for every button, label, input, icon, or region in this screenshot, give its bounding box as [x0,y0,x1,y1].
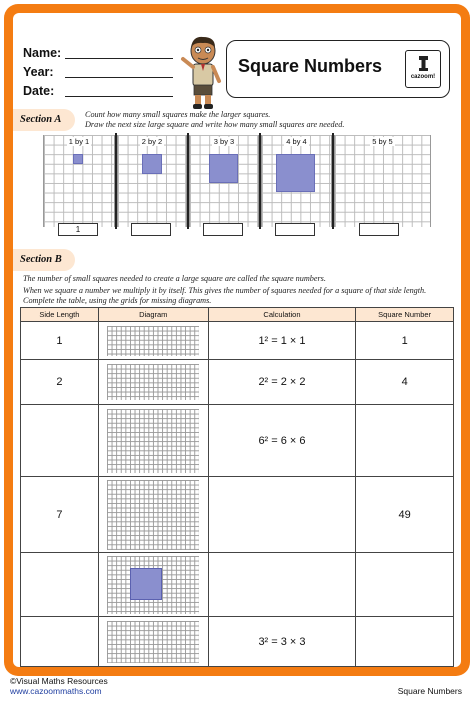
square-number-cell[interactable]: 1 [356,322,454,360]
section-b-para-2: When we square a number we multiply it by itself. This gives the number of squares needed for a square of that side length. Complete the table, using the grids for missing diagrams. [23,286,427,305]
section-b-tab: Section B [13,249,75,271]
calculation-cell[interactable] [208,553,356,617]
table-row [21,477,454,553]
table-row [21,617,454,667]
copyright-text: ©Visual Maths Resources [10,676,108,686]
grid-label: 2 by 2 [141,137,163,146]
student-mascot-icon [175,33,231,111]
square-number-cell[interactable]: 49 [356,477,454,553]
diagram-cell[interactable] [98,360,208,405]
col-square-number: Square Number [356,308,454,322]
grid-1-by-1[interactable] [43,135,115,227]
square-number-cell[interactable] [356,405,454,477]
cazoom-logo [405,50,441,88]
keyhole-icon [419,56,428,71]
diagram-cell[interactable] [98,617,208,667]
answer-box-3[interactable] [203,223,243,236]
col-calculation: Calculation [208,308,356,322]
filled-square [130,568,162,600]
grid-label: 4 by 4 [286,137,307,146]
diagram-cell[interactable] [98,405,208,477]
answer-box-4[interactable] [275,223,315,236]
answer-box-5[interactable] [359,223,399,236]
grid-3-by-3[interactable] [189,135,259,227]
worksheet [13,13,461,667]
page-border [4,4,470,676]
website-link[interactable]: www.cazoommaths.com [10,686,102,696]
grid-label: 3 by 3 [213,137,235,146]
filled-square [142,154,162,174]
diagram-grid[interactable] [107,326,199,356]
filled-square [73,154,83,164]
grid-label: 5 by 5 [372,137,393,146]
calculation-cell[interactable]: 6² = 6 × 6 [208,405,356,477]
title-box [226,40,450,98]
table-row [21,553,454,617]
side-length-cell[interactable] [21,405,99,477]
side-length-cell[interactable]: 2 [21,360,99,405]
square-number-cell[interactable]: 4 [356,360,454,405]
table-row [21,405,454,477]
col-side-length: Side Length [21,308,99,322]
col-diagram: Diagram [98,308,208,322]
logo-text: cazoom! [410,74,436,80]
answer-box-2[interactable] [131,223,171,236]
section-a-tab: Section A [13,109,75,131]
calculation-cell[interactable]: 2² = 2 × 2 [208,360,356,405]
grid-4-by-4[interactable] [261,135,332,227]
diagram-cell[interactable] [98,322,208,360]
footer-title: Square Numbers [397,686,462,696]
diagram-grid[interactable] [107,409,199,473]
filled-square [209,154,238,183]
grid-5-by-5[interactable] [334,135,431,227]
page-title: Square Numbers [238,56,383,76]
square-number-cell[interactable] [356,553,454,617]
diagram-grid[interactable] [107,364,199,400]
diagram-grid[interactable] [107,480,199,550]
diagram-cell[interactable] [98,477,208,553]
year-label: Year: [23,65,54,79]
instruction-line-1: Count how many small squares make the larger squares. [85,110,271,119]
calculation-cell[interactable]: 3² = 3 × 3 [208,617,356,667]
footer-left [10,676,108,696]
side-length-cell[interactable]: 1 [21,322,99,360]
section-a-instructions [85,110,344,130]
grid-label: 1 by 1 [68,137,90,146]
date-field[interactable] [65,96,173,97]
square-numbers-table [20,307,454,667]
table-row [21,360,454,405]
side-length-cell[interactable] [21,553,99,617]
answer-box-1[interactable]: 1 [58,223,98,236]
instruction-line-2: Draw the next size large square and write how many small squares are needed. [85,119,345,129]
section-b-para-1: The number of small squares needed to create a large square are called the square numbers. [23,274,326,283]
calculation-cell[interactable] [208,477,356,553]
name-field[interactable] [65,58,173,59]
year-field[interactable] [65,77,173,78]
square-number-cell[interactable] [356,617,454,667]
name-label: Name: [23,46,62,60]
diagram-grid[interactable] [107,621,199,663]
filled-square [276,154,315,192]
calculation-cell[interactable]: 1² = 1 × 1 [208,322,356,360]
table-row [21,322,454,360]
diagram-grid[interactable] [107,556,199,614]
diagram-cell[interactable] [98,553,208,617]
date-label: Date: [23,84,55,98]
side-length-cell[interactable] [21,617,99,667]
side-length-cell[interactable]: 7 [21,477,99,553]
grid-2-by-2[interactable] [117,135,187,227]
